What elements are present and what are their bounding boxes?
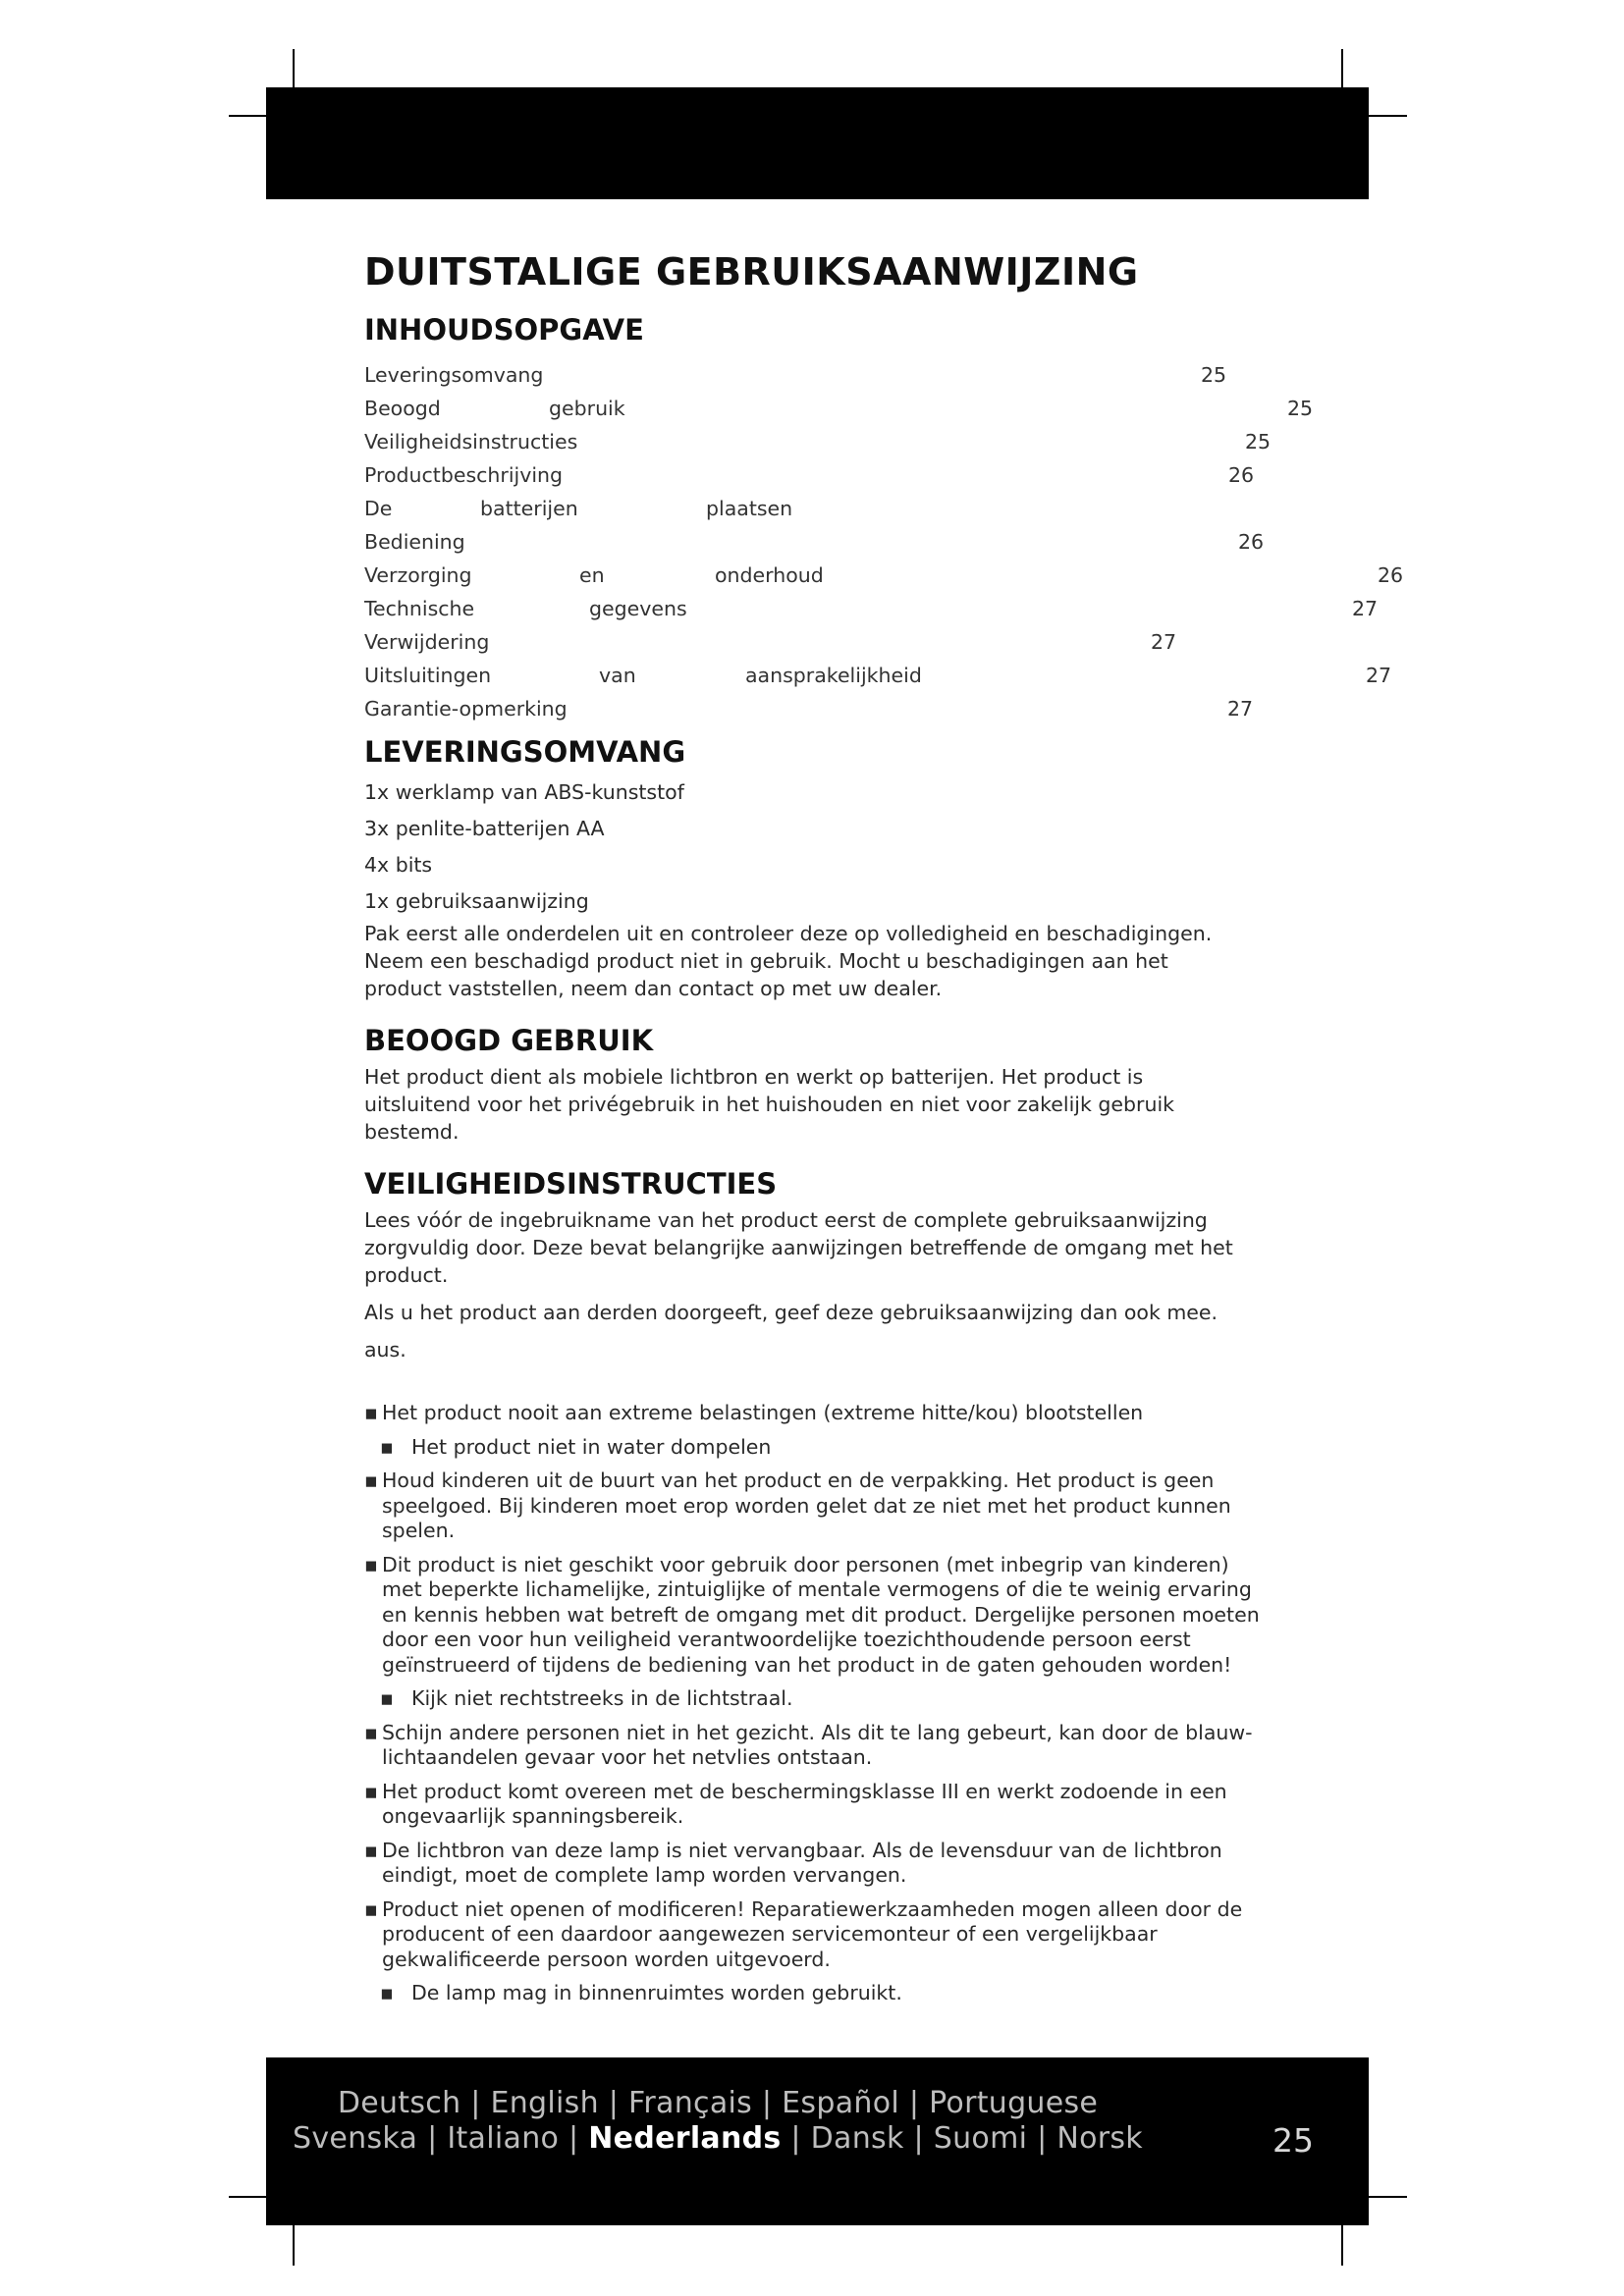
bullet-icon: ▪ <box>364 1468 378 1492</box>
toc-heading: INHOUDSOPGAVE <box>364 313 644 347</box>
toc-page-number: 27 <box>1227 697 1254 721</box>
language-link[interactable]: Norsk <box>1056 2121 1143 2156</box>
toc-entry-word: Uitsluitingen <box>364 664 492 687</box>
bullet-icon: ▪ <box>380 1686 394 1710</box>
safety-bullet <box>364 1686 1268 1712</box>
bullet-icon: ▪ <box>364 1838 378 1862</box>
language-separator: | <box>598 2086 629 2120</box>
toc-entry <box>364 525 1395 559</box>
safety-bullet-text: Houd kinderen uit de buurt van het product en de verpakking. Het product is geen speelgoed. Bij kinderen moet erop worden gelet dat ze niet met het product kunnen spelen. <box>382 1468 1231 1542</box>
toc-entry-word: plaatsen <box>706 497 793 520</box>
toc-entry-word: Verwijdering <box>364 630 490 654</box>
language-separator: | <box>781 2121 811 2156</box>
toc-entry-word: Verzorging <box>364 563 472 587</box>
toc-entry-word: Leveringsomvang <box>364 363 544 387</box>
language-link[interactable]: Portuguese <box>929 2086 1099 2120</box>
safety-bullet-text: Kijk niet rechtstreeks in de lichtstraal. <box>411 1686 793 1710</box>
safety-bullet-list <box>364 1401 1268 2006</box>
toc-entry-word: batterijen <box>480 497 578 520</box>
delivery-item: 4x bits <box>364 853 433 877</box>
toc-entry <box>364 592 1395 625</box>
bullet-icon: ▪ <box>364 1401 378 1424</box>
toc-page-number: 26 <box>1238 530 1265 554</box>
toc-entry-word: en <box>579 563 605 587</box>
language-line-2 <box>266 2121 1169 2156</box>
toc-page-number: 27 <box>1151 630 1177 654</box>
toc-list <box>364 358 1404 721</box>
toc-entry <box>364 625 1395 659</box>
language-separator: | <box>460 2086 491 2120</box>
toc-entry <box>364 559 1404 592</box>
toc-entry <box>364 392 1395 425</box>
bullet-icon: ▪ <box>364 1896 378 1921</box>
language-link[interactable]: Deutsch <box>337 2086 461 2120</box>
toc-entry-word: De <box>364 497 393 520</box>
veiligheid-heading: VEILIGHEIDSINSTRUCTIES <box>364 1167 778 1201</box>
language-separator: | <box>559 2121 589 2156</box>
toc-entry-word: Beoogd <box>364 397 441 420</box>
language-separator: | <box>1027 2121 1057 2156</box>
bullet-icon: ▪ <box>364 1779 378 1803</box>
safety-bullet-text: De lamp mag in binnenruimtes worden gebruikt. <box>411 1981 902 2004</box>
language-link[interactable]: Nederlands <box>588 2121 782 2156</box>
delivery-items <box>364 774 1376 920</box>
toc-entry-word: gegevens <box>589 597 687 620</box>
toc-page-number: 27 <box>1352 597 1379 620</box>
safety-bullet <box>364 1839 1268 1889</box>
safety-bullet-text: Dit product is niet geschikt voor gebruik door personen (met inbegrip van kinderen) met beperkte lichamelijke, zintuiglijke of mentale vermogens of die te weinig ervaring en kennis hebben wat betreft de omgang met dit product. Dergelijke personen moeten door een voor hun veiligheid verantwoordelijke toezichthoudende persoon eerst geïnstrueerd of tijdens de bediening van het product in de gaten gehouden worden! <box>382 1552 1260 1677</box>
bullet-icon: ▪ <box>380 1434 394 1459</box>
safety-bullet-text: Het product komt overeen met de beschermingsklasse III en werkt zodoende in een ongevaarlijk spanningsbereik. <box>382 1779 1227 1828</box>
toc-page-number: 27 <box>1366 664 1392 687</box>
language-separator: | <box>417 2121 448 2156</box>
toc-page-number: 26 <box>1378 563 1404 587</box>
safety-bullet-text: Het product niet in water dompelen <box>411 1434 772 1459</box>
safety-bullet <box>364 1897 1268 1973</box>
safety-paragraph-3: aus. <box>364 1338 406 1362</box>
document-body <box>364 250 1404 2015</box>
language-link[interactable]: Français <box>628 2086 753 2120</box>
delivery-paragraph: Pak eerst alle onderdelen uit en controleer deze op volledigheid en beschadigingen. Neem een beschadigd product niet in gebruik. Mocht u beschadigingen aan het product vaststellen, neem dan contact op met uw dealer. <box>364 922 1213 1000</box>
toc-entry-word: van <box>599 664 636 687</box>
toc-page-number: 26 <box>1228 463 1255 487</box>
language-link[interactable]: Dansk <box>810 2121 904 2156</box>
page-number: 25 <box>1272 2121 1314 2160</box>
language-link[interactable]: Italiano <box>447 2121 560 2156</box>
safety-bullet-text: Schijn andere personen niet in het gezicht. Als dit te lang gebeurt, kan door de blauw-lichtaandelen gevaar voor het netvlies ontstaan. <box>382 1720 1253 1769</box>
safety-bullet <box>364 1981 1268 2006</box>
safety-paragraph-2: Als u het product aan derden doorgeeft, geef deze gebruiksaanwijzing dan ook mee. <box>364 1301 1218 1324</box>
delivery-item: 1x werklamp van ABS-kunststof <box>364 780 684 804</box>
header-bar <box>266 87 1369 199</box>
toc-entry-word: Veiligheidsinstructies <box>364 430 578 454</box>
toc-entry-word: Garantie-opmerking <box>364 697 568 721</box>
intended-use-paragraph: Het product dient als mobiele lichtbron en werkt op batterijen. Het product is uitsluitend voor het privégebruik in het huishouden en niet voor zakelijk gebruik bestemd. <box>364 1065 1175 1144</box>
language-link[interactable]: Suomi <box>933 2121 1028 2156</box>
language-separator: | <box>752 2086 783 2120</box>
safety-bullet <box>364 1468 1268 1544</box>
safety-bullet-text: Het product nooit aan extreme belastingen (extreme hitte/kou) blootstellen <box>382 1401 1144 1424</box>
toc-entry-word: Productbeschrijving <box>364 463 564 487</box>
toc-page-number: 25 <box>1287 397 1314 420</box>
delivery-item: 1x gebruiksaanwijzing <box>364 889 589 913</box>
toc-entry <box>364 659 1395 692</box>
toc-entry-word: onderhoud <box>715 563 824 587</box>
safety-paragraph-1: Lees vóór de ingebruikname van het product eerst de complete gebruiksaanwijzing zorgvuldig door. Deze bevat belangrijke aanwijzingen betreffende de omgang met het product. <box>364 1208 1233 1287</box>
toc-entry <box>364 358 1395 392</box>
toc-entry-word: gebruik <box>549 397 625 420</box>
bullet-icon: ▪ <box>364 1552 378 1576</box>
safety-bullet-text: Product niet openen of modificeren! Reparatiewerkzaamheden mogen alleen door de producent of een daardoor aangewezen servicemonteur of een vergelijkbaar gekwalificeerde persoon worden uitgevoerd. <box>382 1896 1243 1971</box>
language-link[interactable]: Svenska <box>293 2121 418 2156</box>
language-separator: | <box>899 2086 930 2120</box>
toc-page-number: 25 <box>1245 430 1272 454</box>
bullet-icon: ▪ <box>364 1720 378 1744</box>
toc-entry <box>364 692 1395 725</box>
toc-entry <box>364 458 1395 492</box>
language-line-1 <box>266 2086 1169 2120</box>
bullet-icon: ▪ <box>380 1981 394 2004</box>
toc-entry <box>364 492 1395 525</box>
safety-bullet <box>364 1401 1268 1426</box>
document-title: DUITSTALIGE GEBRUIKSAANWIJZING <box>364 250 1139 294</box>
toc-entry-word: Bediening <box>364 530 465 554</box>
toc-entry-word: Technische <box>364 597 475 620</box>
safety-bullet <box>364 1780 1268 1830</box>
delivery-item: 3x penlite-batterijen AA <box>364 817 605 840</box>
language-separator: | <box>903 2121 934 2156</box>
toc-entry <box>364 425 1395 458</box>
toc-page-number: 25 <box>1201 363 1227 387</box>
language-link[interactable]: Español <box>782 2086 899 2120</box>
safety-bullet <box>364 1721 1268 1771</box>
safety-bullet-text: De lichtbron van deze lamp is niet vervangbaar. Als de levensduur van de lichtbron eindigt, moet de complete lamp worden vervangen. <box>382 1838 1222 1887</box>
beoogd-gebruik-heading: BEOOGD GEBRUIK <box>364 1024 654 1057</box>
safety-bullet <box>364 1553 1268 1679</box>
toc-entry-word: aansprakelijkheid <box>745 664 922 687</box>
leveringsomvang-heading: LEVERINGSOMVANG <box>364 735 686 769</box>
safety-bullet <box>364 1435 1268 1461</box>
language-link[interactable]: English <box>490 2086 599 2120</box>
